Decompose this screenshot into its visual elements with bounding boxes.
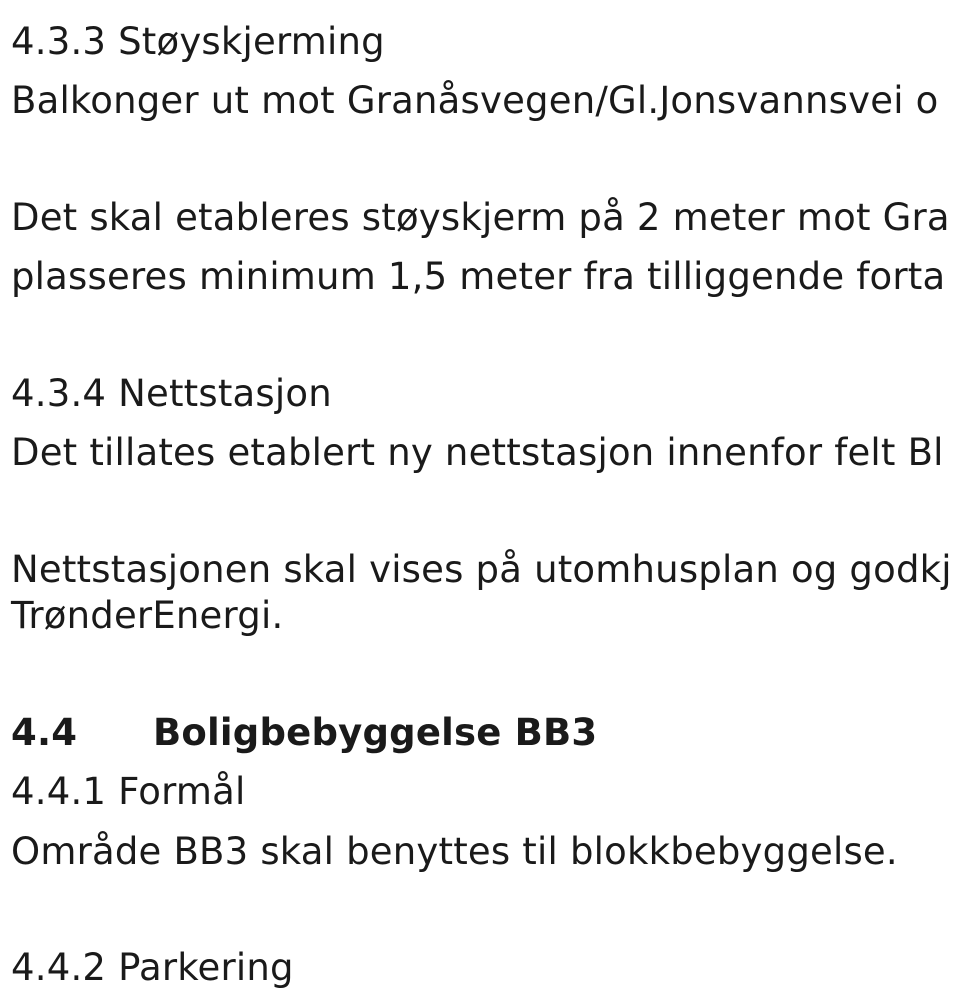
main-heading-title: Boligbebyggelse BB3: [153, 711, 598, 754]
paragraph-line: Balkonger ut mot Granåsvegen/Gl.Jonsvannsvei o: [11, 79, 939, 122]
paragraph-line: Område BB3 skal benyttes til blokkbebyggelse.: [11, 830, 898, 873]
paragraph-line: Det skal etableres støyskjerm på 2 meter mot Gra: [11, 196, 950, 239]
paragraph-line: Nettstasjonen skal vises på utomhusplan og godkj: [11, 548, 952, 591]
subheading-nettstasjon: 4.3.4 Nettstasjon: [11, 372, 332, 415]
paragraph-line: plasseres minimum 1,5 meter fra tilliggende forta: [11, 255, 946, 298]
subheading-stoyskjerming: 4.3.3 Støyskjerming: [11, 20, 385, 63]
subheading-parkering: 4.4.2 Parkering: [11, 946, 294, 989]
main-heading: [11, 711, 597, 755]
paragraph-line: Det tillates etablert ny nettstasjon innenfor felt Bl: [11, 431, 944, 474]
subheading-formal: 4.4.1 Formål: [11, 770, 246, 813]
main-heading-number: 4.4: [11, 711, 78, 754]
paragraph-line: TrønderEnergi.: [11, 594, 284, 637]
